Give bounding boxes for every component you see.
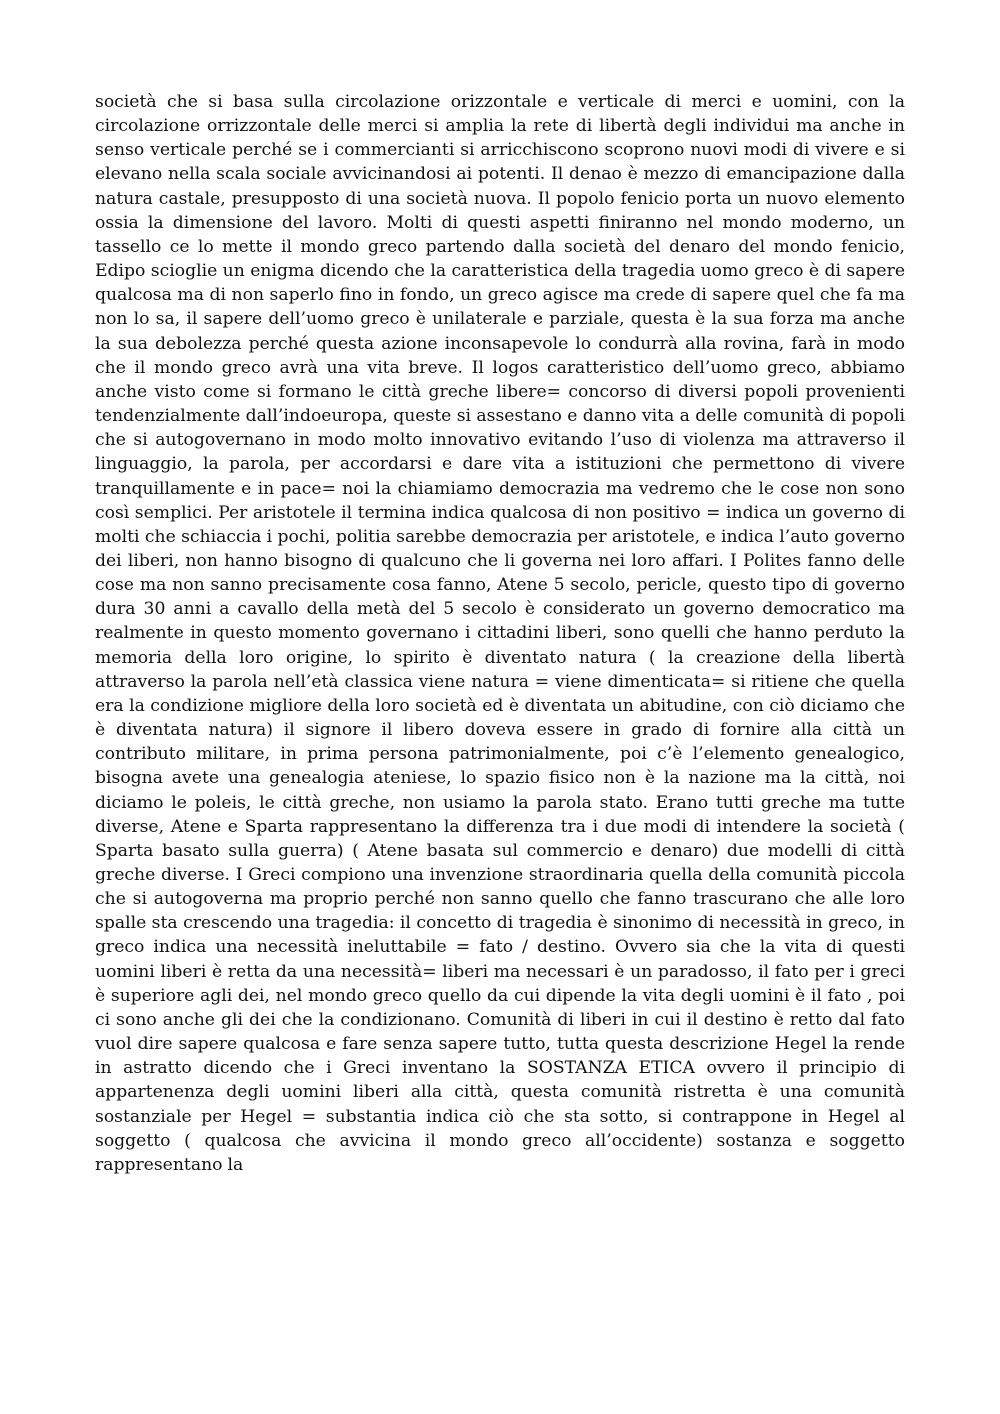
body-paragraph: società che si basa sulla circolazione orizzontale e verticale di merci e uomini, con la circolazione orrizzontale delle merci si amplia la rete di libertà degli individui ma anche in senso verticale perché se i commercianti si arricchiscono scoprono nuovi modi di vivere e si elevano nella scala sociale avvicinandosi ai potenti. Il denao è mezzo di emancipazione dalla natura castale, presupposto di una società nuova. Il popolo fenicio porta un nuovo elemento ossia la dimensione del lavoro. Molti di questi aspetti finiranno nel mondo moderno, un tassello ce lo mette il mondo greco partendo dalla società del denaro del mondo fenicio, Edipo scioglie un enigma dicendo che la caratteristica della tragedia uomo greco è di sapere qualcosa ma di non saperlo fino in fondo, un greco agisce ma crede di sapere quel che fa ma non lo sa, il sapere dell’uomo greco è unilaterale e parziale, questa è la sua forza ma anche la sua debolezza perché questa azione inconsapevole lo condurrà alla rovina, farà in modo che il mondo greco avrà una vita breve. Il logos caratteristico dell’uomo greco, abbiamo anche visto come si formano le città greche libere= concorso di diversi popoli provenienti tendenzialmente dall’indoeuropa, queste si assestano e danno vita a delle comunità di popoli che si autogovernano in modo molto innovativo evitando l’uso di violenza ma attraverso il linguaggio, la parola, per accordarsi e dare vita a istituzioni che permettono di vivere tranquillamente e in pace= noi la chiamiamo democrazia ma vedremo che le cose non sono così semplici. Per aristotele il termina indica qualcosa di non positivo = indica un governo di molti che schiaccia i pochi, politia sarebbe democrazia per aristotele, e indica l’auto governo dei liberi, non hanno bisogno di qualcuno che li governa nei loro affari. I Polites fanno delle cose ma non sanno precisamente cosa fanno, Atene 5 secolo, pericle, questo tipo di governo dura 30 anni a cavallo della metà del 5 secolo è considerato un governo democratico ma realmente in questo momento governano i cittadini liberi, sono quelli che hanno perduto la memoria della loro origine, lo spirito è diventato natura ( la creazione della libertà attraverso la parola nell’età classica viene natura = viene dimenticata= si ritiene che quella era la condizione migliore della loro società ed è diventata un abitudine, con ciò diciamo che è diventata natura) il signore il libero doveva essere in grado di fornire alla città un contributo militare, in prima persona patrimonialmente, poi c’è l’elemento genealogico, bisogna avete una genealogia ateniese, lo spazio fisico non è la nazione ma la città, noi diciamo le poleis, le città greche, non usiamo la parola stato. Erano tutti greche ma tutte diverse, Atene e Sparta rappresentano la differenza tra i due modi di intendere la società ( Sparta basato sulla guerra) ( Atene basata sul commercio e denaro) due modelli di città greche diverse. I Greci compiono una invenzione straordinaria quella della comunità piccola che si autogoverna ma proprio perché non sanno quello che fanno trascurano che alle loro spalle sta crescendo una tragedia: il concetto di tragedia è sinonimo di necessità in greco, in greco indica una necessità ineluttabile = fato / destino. Ovvero sia che la vita di questi uomini liberi è retta da una necessità= liberi ma necessari è un paradosso, il fato per i greci è superiore agli dei, nel mondo greco quello da cui dipende la vita degli uomini è il fato , poi ci sono anche gli dei che la condizionano. Comunità di liberi in cui il destino è retto dal fato vuol dire sapere qualcosa e fare senza sapere tutto, tutta questa descrizione Hegel la rende in astratto dicendo che i Greci inventano la SOSTANZA ETICA ovvero il principio di appartenenza degli uomini liberi alla città, questa comunità ristretta è una comunità sostanziale per Hegel = substantia indica ciò che sta sotto, si contrappone in Hegel al soggetto ( qualcosa che avvicina il mondo greco all’occidente) sostanza e soggetto rappresentano la xyxy=(95,92,905,1175)
